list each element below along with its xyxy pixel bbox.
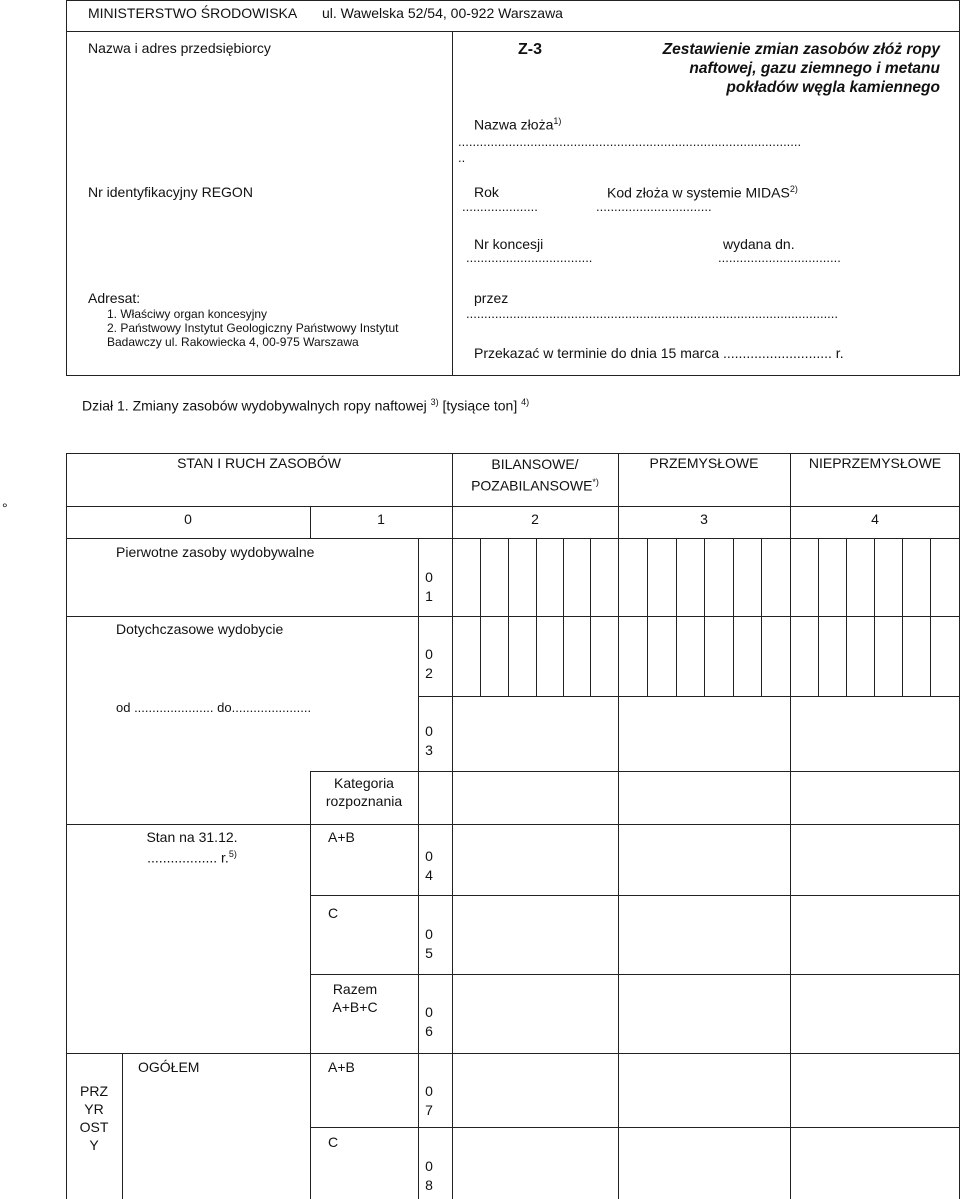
- year-label: Rok: [474, 184, 499, 200]
- row-code-07-a: 0: [425, 1083, 433, 1099]
- row-code-02-b: 2: [425, 665, 433, 681]
- grid-c3-b: [846, 538, 847, 696]
- grid-c2-e: [761, 538, 762, 696]
- header-mid-divider: [452, 31, 453, 376]
- section-title: [82, 397, 529, 414]
- row-code-06: [418, 1003, 440, 1041]
- midas-label-text: Kod złoża w systemie MIDAS: [607, 184, 790, 201]
- row-6-bottom: [66, 1053, 960, 1054]
- index-2: 2: [531, 511, 539, 527]
- general-label: OGÓŁEM: [138, 1059, 200, 1075]
- header-left-border: [66, 0, 67, 376]
- row-code-04-a: 0: [425, 848, 433, 864]
- row-2-bottom: [418, 696, 960, 697]
- table-index-bottom: [66, 538, 960, 539]
- row-code-05-a: 0: [425, 926, 433, 942]
- section-title-text: Dział 1. Zmiany zasobów wydobywalnych ropy naftowej: [82, 397, 427, 414]
- col-header-state: STAN I RUCH ZASOBÓW: [177, 455, 341, 471]
- grid-c3-c: [874, 538, 875, 696]
- industrial-vert-3: OST: [79, 1119, 109, 1135]
- header-bottom-line: [66, 375, 960, 376]
- midas-note: 2): [789, 184, 798, 194]
- body-col-2: [618, 538, 619, 1199]
- concession-field[interactable]: ...................................: [466, 250, 593, 265]
- section-note-4: 4): [521, 397, 530, 407]
- header-line-2: [66, 31, 960, 32]
- grid-c1-a: [480, 538, 481, 696]
- index-0: 0: [184, 511, 192, 527]
- deadline-text: Przekazać w terminie do dnia 15 marca ............................ r.: [474, 345, 844, 361]
- row-code-02-a: 0: [425, 646, 433, 662]
- degree-mark: °: [2, 500, 8, 516]
- row-code-06-a: 0: [425, 1004, 433, 1020]
- row-code-03-b: 3: [425, 742, 433, 758]
- section-unit: [tysiące ton]: [442, 397, 518, 414]
- row-code-02: [418, 645, 440, 683]
- grid-c3-a: [818, 538, 819, 696]
- row-1-bottom: [66, 616, 960, 617]
- deposit-name-field[interactable]: ...............................................................................................: [458, 134, 802, 149]
- row-code-04-b: 4: [425, 867, 433, 883]
- col-header-nonindustrial: NIEPRZEMYSŁOWE: [808, 455, 942, 471]
- cat-total: [310, 980, 400, 1016]
- state-at-line-2: [122, 846, 262, 867]
- category-header-line-1: Kategoria: [334, 775, 394, 791]
- row-code-08-b: 8: [425, 1177, 433, 1193]
- cat-c-2: C: [328, 1134, 339, 1150]
- grid-c1-d: [563, 538, 564, 696]
- issued-label: wydana dn.: [723, 236, 795, 252]
- deposit-name-note: 1): [553, 116, 562, 126]
- addressee-item-2: 2. Państwowy Instytut Geologiczny Państwowy Instytut: [107, 321, 399, 335]
- col-header-bilans-line-1: BILANSOWE/: [491, 456, 579, 472]
- col-header-industrial: PRZEMYSŁOWE: [649, 455, 759, 471]
- concession-label: Nr koncesji: [474, 236, 544, 252]
- row-cumulative-label: Dotychczasowe wydobycie: [116, 621, 284, 637]
- deposit-name-label: [474, 116, 561, 133]
- index-4: 4: [871, 511, 879, 527]
- row-from-to-label: od ...................... do......................: [116, 700, 312, 715]
- row-code-03: [418, 722, 440, 760]
- grid-c1-b: [508, 538, 509, 696]
- row-code-07-b: 7: [425, 1102, 433, 1118]
- category-header: [310, 774, 418, 810]
- row-code-01-b: 1: [425, 588, 433, 604]
- category-header-line-2: rozpoznania: [325, 793, 403, 809]
- addressee-item-2b: Badawczy ul. Rakowiecka 4, 00-975 Warszawa: [107, 335, 359, 349]
- col-header-bilans-note: *): [592, 477, 599, 487]
- grid-c1-c: [536, 538, 537, 696]
- row-code-05-b: 5: [425, 945, 433, 961]
- row-code-01: [418, 568, 440, 606]
- grid-c3-e: [930, 538, 931, 696]
- deposit-name-field-cont: ..: [458, 150, 466, 165]
- cat-c: C: [328, 905, 339, 921]
- entrepreneur-label: Nazwa i adres przedsiębiorcy: [88, 40, 271, 56]
- row-7-bottom: [310, 1127, 960, 1128]
- cat-total-line-2: A+B+C: [332, 999, 378, 1015]
- body-col-3: [790, 538, 791, 1199]
- col-header-bilans-line-2: [452, 473, 618, 495]
- form-title: [600, 40, 940, 97]
- industrial-vert-2: YR: [84, 1101, 104, 1117]
- row-4-bottom: [310, 895, 960, 896]
- body-col-1: [452, 538, 453, 1199]
- state-at-label: [122, 829, 262, 867]
- header-top-line: [66, 0, 960, 1]
- col-header-bilans: [452, 455, 618, 495]
- grid-c1-e: [590, 538, 591, 696]
- state-at-note: 5): [228, 849, 237, 859]
- ministry-address: ul. Wawelska 52/54, 00-922 Warszawa: [322, 5, 563, 21]
- index-1: 1: [377, 511, 385, 527]
- grid-c2-d: [733, 538, 734, 696]
- grid-c3-d: [902, 538, 903, 696]
- grid-c2-a: [647, 538, 648, 696]
- issued-field[interactable]: ..................................: [718, 250, 841, 265]
- form-code: Z-3: [518, 41, 542, 58]
- index-3: 3: [700, 511, 708, 527]
- ministry-name: MINISTERSTWO ŚRODOWISKA: [88, 5, 298, 21]
- industrial-vert-1: PRZ: [80, 1083, 108, 1099]
- midas-field[interactable]: ................................: [596, 199, 712, 214]
- section-note-3: 3): [430, 397, 439, 407]
- state-at-line-2-text: .................. r.: [147, 849, 229, 866]
- addressee-label: Adresat:: [88, 290, 141, 306]
- year-field[interactable]: .....................: [462, 199, 538, 214]
- row-code-01-a: 0: [425, 569, 433, 585]
- row-code-06-b: 6: [425, 1023, 433, 1039]
- row-5-bottom: [310, 974, 960, 975]
- grid-c2-c: [704, 538, 705, 696]
- row-3-bottom: [66, 824, 960, 825]
- deposit-name-label-text: Nazwa złoża: [474, 116, 554, 133]
- addressee-item-1: 1. Właściwy organ koncesyjny: [107, 307, 268, 321]
- row-code-08-a: 0: [425, 1158, 433, 1174]
- by-label: przez: [474, 290, 509, 306]
- regon-label: Nr identyfikacyjny REGON: [88, 184, 253, 200]
- by-field[interactable]: .......................................................................................................: [466, 306, 839, 321]
- form-title-line-1: Zestawienie zmian zasobów złóż ropy: [662, 41, 940, 58]
- form-title-line-3: pokładów węgla kamiennego: [726, 79, 940, 96]
- form-title-line-2: naftowej, gazu ziemnego i metanu: [689, 60, 940, 77]
- cat-total-line-1: Razem: [332, 981, 378, 997]
- col-header-bilans-line-2-text: POZABILANSOWE: [471, 477, 593, 494]
- cat-ab-2: A+B: [328, 1059, 355, 1075]
- row-code-03-a: 0: [425, 723, 433, 739]
- cat-ab: A+B: [328, 829, 355, 845]
- row-code-05: [418, 925, 440, 963]
- row-code-07: [418, 1082, 440, 1120]
- state-at-line-1: Stan na 31.12.: [146, 829, 238, 845]
- table-top-line: [66, 453, 960, 454]
- row-code-04: [418, 847, 440, 885]
- grid-c2-b: [676, 538, 677, 696]
- general-left: [122, 1053, 123, 1199]
- category-top: [310, 771, 960, 772]
- industrial-vert-4: Y: [89, 1137, 99, 1153]
- industrial-vertical: [66, 1082, 122, 1154]
- row-code-08: [418, 1157, 440, 1195]
- table-header-bottom: [66, 506, 960, 507]
- row-primary-label: Pierwotne zasoby wydobywalne: [116, 544, 315, 560]
